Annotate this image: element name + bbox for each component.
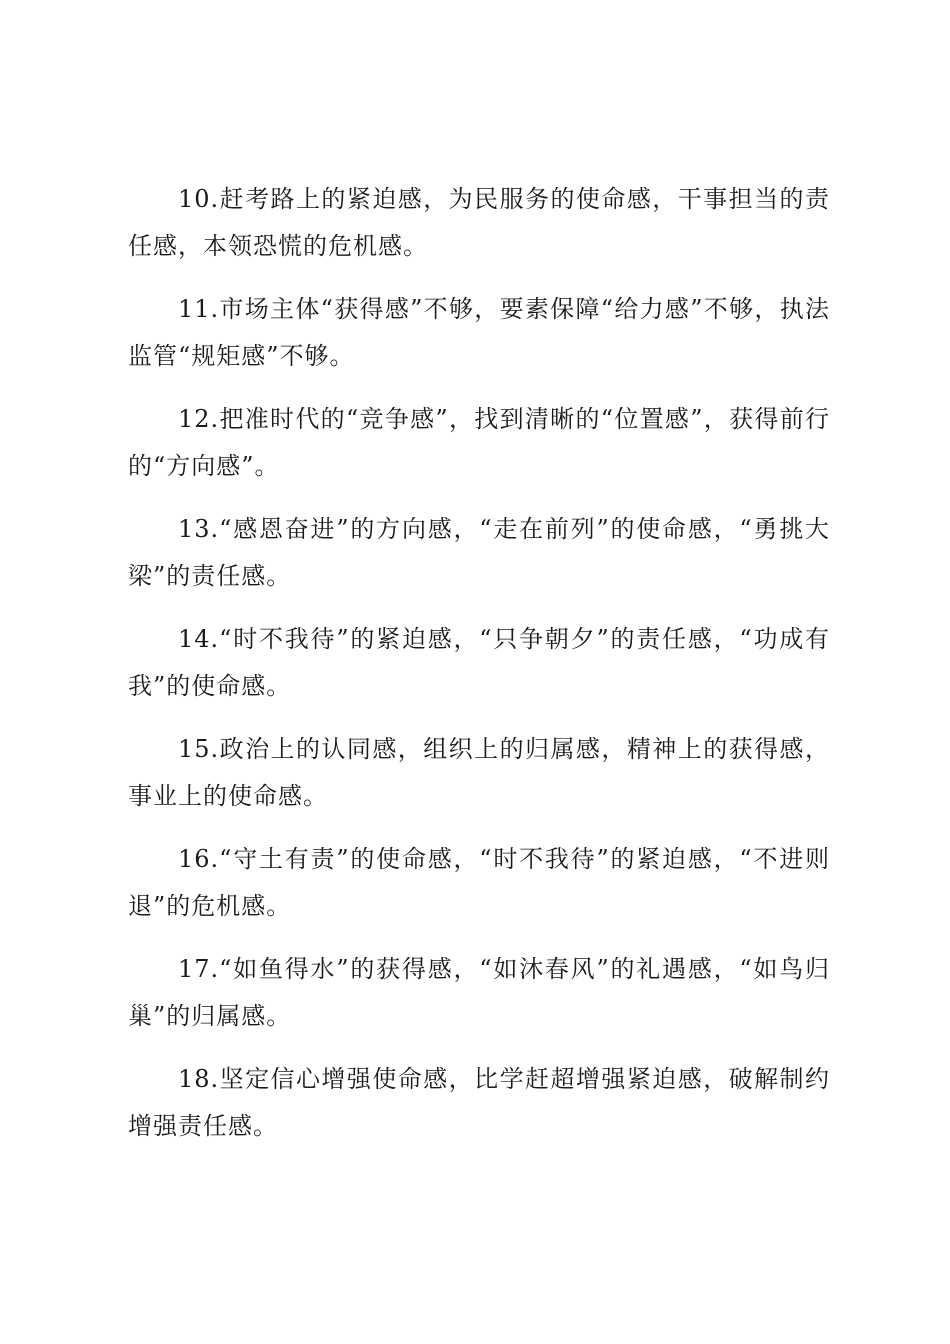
paragraph-15: 15.政治上的认同感，组织上的归属感，精神上的获得感，事业上的使命感。 (128, 735, 830, 810)
paragraph-12: 12.把准时代的“竞争感”，找到清晰的“位置感”，获得前行的“方向感”。 (128, 405, 830, 480)
paragraph-17: 17.“如鱼得水”的获得感，“如沐春风”的礼遇感，“如鸟归巢”的归属感。 (128, 955, 830, 1030)
paragraph-13: 13.“感恩奋进”的方向感，“走在前列”的使命感，“勇挑大梁”的责任感。 (128, 515, 830, 590)
document-body (128, 176, 830, 1166)
paragraph-10: 10.赶考路上的紧迫感，为民服务的使命感，干事担当的责任感，本领恐慌的危机感。 (128, 185, 830, 260)
paragraph-14: 14.“时不我待”的紧迫感，“只争朝夕”的责任感，“功成有我”的使命感。 (128, 625, 830, 700)
paragraph-11: 11.市场主体“获得感”不够，要素保障“给力感”不够，执法监管“规矩感”不够。 (128, 295, 830, 370)
paragraph-16: 16.“守土有责”的使命感，“时不我待”的紧迫感，“不进则退”的危机感。 (128, 845, 830, 920)
paragraph-18: 18.坚定信心增强使命感，比学赶超增强紧迫感，破解制约增强责任感。 (128, 1065, 830, 1140)
